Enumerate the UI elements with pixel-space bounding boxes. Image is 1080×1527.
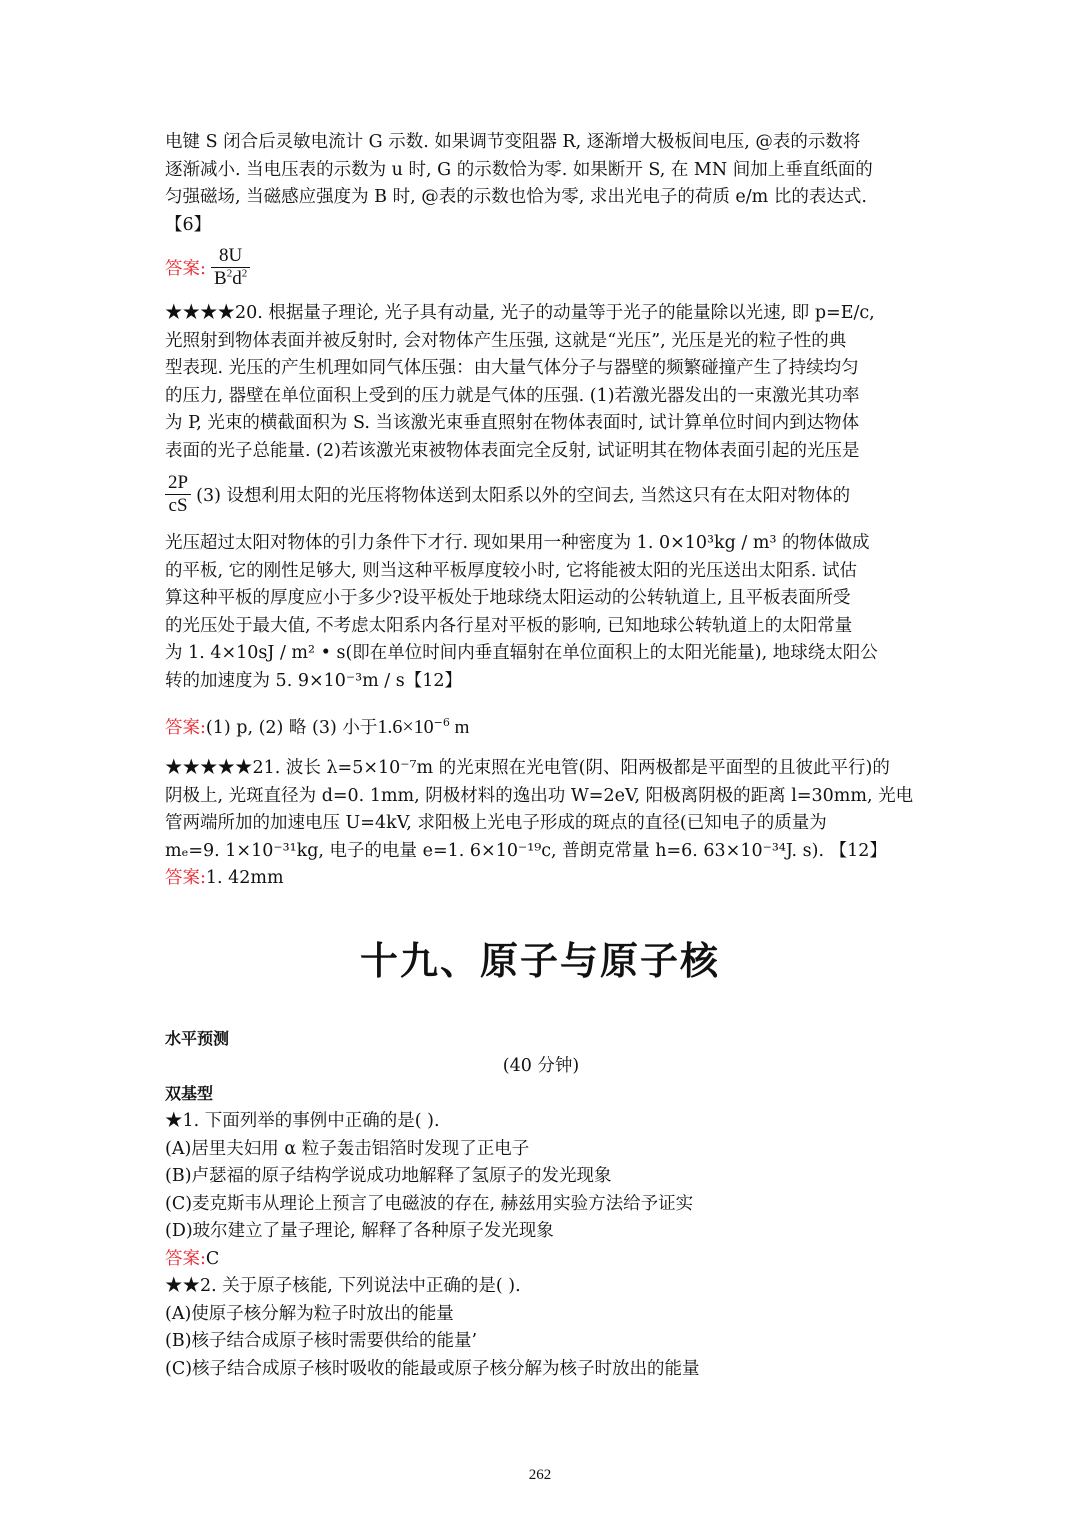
question-19-tail — [165, 129, 917, 239]
text-line: 转的加速度为 5. 9×10⁻³m / s【12】 — [165, 670, 463, 691]
section-header — [165, 1025, 917, 1108]
question-20 — [165, 300, 917, 465]
fraction-numerator: 8U — [218, 245, 243, 266]
text-line: 光压超过太阳对物体的引力条件下才行. 现如果用一种密度为 1. 0×10³kg / m³ 的物体做成 — [165, 533, 870, 553]
denominator-d: d — [232, 268, 242, 289]
text-line: 的平板, 它的刚性足够大, 则当这种平板厚度较小时, 它将能被太阳的光压送出太阳系. 试估 — [165, 560, 857, 581]
text-line: 为 1. 4×10sJ / m² • s(即在单位时间内垂直辐射在单位面积上的太阳光能量), 地球绕太阳公 — [165, 643, 878, 663]
question-stem: ★1. 下面列举的事例中正确的是( ). — [165, 1111, 440, 1131]
text-line: 型表现. 光压的产生机理如同气体压强：由大量气体分子与器壁的频繁碰撞产生了持续均匀 — [165, 358, 859, 378]
answer-20 — [165, 712, 917, 742]
page-number: 262 — [528, 1467, 552, 1483]
option-b: (B)卢瑟福的原子结构学说成功地解释了氢原子的发光现象 — [165, 1166, 612, 1186]
text-line: (3) 设想利用太阳的光压将物体送到太阳系以外的空间去, 当然这只有在太阳对物体的 — [196, 486, 851, 506]
answer-label: 答案: — [165, 718, 206, 738]
option-c: (C)麦克斯韦从理论上预言了电磁波的存在, 赫兹用实验方法给予证实 — [165, 1193, 694, 1214]
light-pressure-fraction — [165, 472, 191, 517]
text-line: 逐渐减小. 当电压表的示数为 u 时, G 的示数恰为零. 如果断开 S, 在 MN 间加上垂直纸面的 — [165, 159, 873, 180]
answer-text: C — [205, 1248, 220, 1269]
question-stem: ★★2. 关于原子核能, 下列说法中正确的是( ). — [165, 1276, 521, 1296]
question-20-fraction-line — [165, 472, 917, 528]
text-line: 的压力, 器壁在单位面积上受到的压力就是气体的压强. (1)若激光器发出的一束激光其功率 — [165, 385, 860, 406]
text-line: 匀强磁场, 当磁感应强度为 B 时, @表的示数也恰为零, 求出光电子的荷质 e/m 比的表达式. — [165, 187, 867, 207]
question-20-cont — [165, 530, 917, 695]
text-line: 表面的光子总能量. (2)若该激光束被物体表面完全反射, 试证明其在物体表面引起的光压是 — [165, 440, 860, 461]
answer-19 — [165, 245, 917, 290]
denominator-b: B — [214, 268, 227, 289]
answer-exponent: −6 — [433, 716, 450, 730]
exponent: 2 — [226, 267, 233, 280]
text-line: 【6】 — [165, 214, 212, 235]
answer-label: 答案: — [165, 1248, 206, 1269]
option-b: (B)核子结合成原子核时需要供给的能量’ — [165, 1331, 478, 1351]
answer-fraction — [211, 245, 250, 290]
text-line: 为 P, 光束的横截面积为 S. 当该激光束垂直照射在物体表面时, 试计算单位时间内到达物体 — [165, 413, 860, 433]
exponent: 2 — [241, 267, 248, 280]
option-a: (A)使原子核分解为粒子时放出的能量 — [165, 1303, 454, 1324]
section-duration: (40 分钟) — [502, 1055, 580, 1076]
answer-text: (1) p, (2) 略 (3) 小于 — [205, 718, 378, 738]
fraction-denominator — [211, 267, 250, 290]
text-line: mₑ=9. 1×10⁻³¹kg, 电子的电量 e=1. 6×10⁻¹⁹c, 普朗克常量 h=6. 63×10⁻³⁴J. s). 【12】 — [165, 840, 887, 861]
text-line: 管两端所加的加速电压 U=4kV, 求阳极上光电子形成的斑点的直径(已知电子的质量为 — [165, 813, 827, 833]
answer-label: 答案: — [165, 868, 206, 888]
chapter-title: 十九、原子与原子核 — [359, 939, 720, 983]
text-line: 阴极上, 光斑直径为 d=0. 1mm, 阴极材料的逸出功 W=2eV, 阳极离阴极的距离 l=30mm, 光电 — [165, 785, 914, 806]
section-subheading: 双基型 — [165, 1084, 214, 1103]
option-d: (D)玻尔建立了量子理论, 解释了各种原子发光现象 — [165, 1221, 554, 1241]
option-a: (A)居里夫妇用 α 粒子轰击铝箔时发现了正电子 — [165, 1138, 530, 1159]
fraction-denominator: cS — [165, 494, 191, 517]
text-line: 光照射到物体表面并被反射时, 会对物体产生压强, 这就是“光压”, 光压是光的粒子性的典 — [165, 330, 847, 351]
text-line: 算这种平板的厚度应小于多少?设平板处于地球绕太阳运动的公转轨道上, 且平板表面所受 — [165, 588, 851, 608]
text-line: 的光压处于最大值, 不考虑太阳系内各行星对平板的影响, 已知地球公转轨道上的太阳常量 — [165, 615, 853, 636]
text-line: ★★★★★21. 波长 λ=5×10⁻⁷m 的光束照在光电管(阴、阳两极都是平面型的且彼此平行)的 — [165, 758, 890, 778]
answer-unit: m — [449, 717, 470, 738]
fraction-numerator: 2P — [168, 472, 189, 493]
answer-label: 答案: — [165, 259, 206, 279]
section-heading: 水平预测 — [165, 1029, 230, 1048]
question-21 — [165, 755, 917, 893]
answer-value: 1.6×10 — [377, 716, 434, 738]
text-line: ★★★★20. 根据量子理论, 光子具有动量, 光子的动量等于光子的能量除以光速, 即 p=E/c, — [165, 303, 875, 323]
question-1 — [165, 1108, 917, 1273]
text-line: 电键 S 闭合后灵敏电流计 G 示数. 如果调节变阻器 R, 逐渐增大极板间电压, @表的示数将 — [165, 132, 861, 152]
answer-text: 1. 42mm — [205, 868, 284, 888]
question-2 — [165, 1273, 917, 1383]
option-c: (C)核子结合成原子核时吸收的能最或原子核分解为核子时放出的能量 — [165, 1358, 700, 1379]
